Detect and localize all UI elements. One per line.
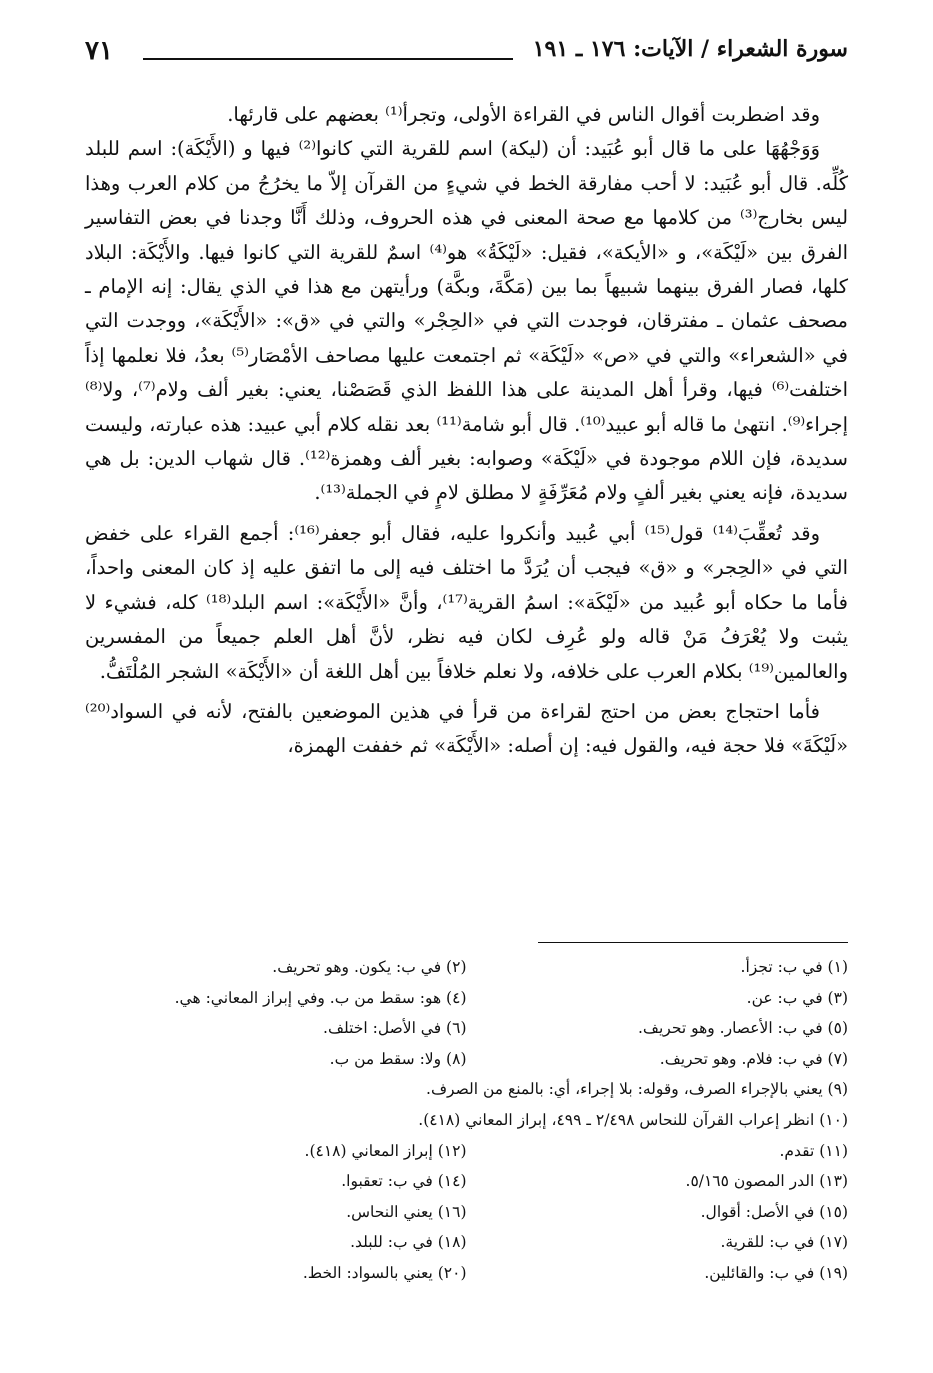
footnote: (٤) هو: سقط من ب. وفي إبراز المعاني: هي. xyxy=(174,988,467,1007)
paragraph: وقد اضطربت أقوال الناس في القراءة الأولى، وتجرأ⁽¹⁾ بعضهم على قارئها. xyxy=(227,103,820,126)
main-text xyxy=(85,98,848,764)
footnote: (١٩) في ب: والقائلين. xyxy=(704,1263,848,1282)
footnote: (٩) يعني بالإجراء الصرف، وقوله: بلا إجراء، أي: بالمنع من الصرف. xyxy=(426,1080,848,1099)
footnote: (١٢) إبراز المعاني (٤١٨). xyxy=(304,1141,467,1160)
footnote: (١٠) انظر إعراب القرآن للنحاس ٢/٤٩٨ ـ ٤٩٩، إبراز المعاني (٤١٨). xyxy=(418,1110,848,1129)
footnote-row xyxy=(85,983,848,1014)
paragraph: وقد تُعقِّبَ⁽¹⁴⁾ قول⁽¹⁵⁾ أبي عُبيد وأنكروا عليه، فقال أبو جعفر⁽¹⁶⁾: أجمع القراء على خفض التي في «الحِجر» و «ق» فيجب أن يُرَدَّ ما اختلف فيه إلى ما اتفق عليه إذ كان المعنى واحداً، فأما ما حكاه أبو عُبيد من «لَيْكَة»: اسمُ القرية⁽¹⁷⁾، وأنَّ «الأَيْكَة»: اسم البلد⁽¹⁸⁾ كله، فشيء لا يثبت ولا يُعْرَفُ مَنْ قاله ولو عُرِف لكان فيه نظر، لأنَّ أهل العلم جميعاً من المفسرين والعالمين⁽¹⁹⁾ بكلام العرب على خلافه، ولا نعلم خلافاً بين أهل اللغة أن «الأَيْكَة» الشجر المُلْتَفُّ. xyxy=(85,521,848,683)
paragraph: فأما احتجاج بعض من احتج لقراءة من قرأ في هذين الموضعين بالفتح، لأنه في السواد⁽²⁰⁾ «لَيْكَةَ» فلا حجة فيه، والقول فيه: إن أصله: «الأَيْكَة» ثم خففت الهمزة، xyxy=(85,699,848,758)
header-rule xyxy=(143,58,513,60)
footnote: (١١) تقدم. xyxy=(779,1141,848,1160)
running-title: سورة الشعراء / الآيات: ١٧٦ ـ ١٩١ xyxy=(532,36,848,62)
footnote: (٦) في الأصل: اختلف. xyxy=(323,1019,467,1038)
footnote: (١٧) في ب: للقرية. xyxy=(720,1233,848,1252)
paragraph: وَوَجْهُهَا على ما قال أبو عُبَيد: أن (ليكة) اسم للقرية التي كانوا⁽²⁾ فيها و (الأَيْكَة): اسم للبلد كُلِّه. قال أبو عُبَيد: لا أحب مفارقة الخط في شيءٍ من القرآن إلاّ ما يخرُجُ من كلام العرب وهذا ليس بخارج⁽³⁾ من كلامها مع صحة المعنى في هذه الحروف، وذلك أَنَّا وجدنا في بعض التفاسير الفرق بين «لَيْكَة»، و «الأيكة»، فقيل: «لَيْكَةُ» هو⁽⁴⁾ اسمٌ للقرية التي كانوا فيها. والأَيْكَة: البلاد كلها، فصار الفرق بينهما شبيهاً بما بين (مَكَّةَ، وبكَّة) ورأيتهن مع هذا في الذي يقال: إنه الإمام ـ مصحف عثمان ـ مفترقان، فوجدت التي في «الحِجْر» والتي في «ق»: «الأَيْكَة»، ووجدت التي في «الشعراء» والتي في «ص» «لَيْكَة» ثم اجتمعت عليها مصاحف الأمْصَار⁽⁵⁾ بعدُ، فلا نعلمها إذاً اختلفت⁽⁶⁾ فيها، وقرأ أهل المدينة على هذا اللفظ الذي قَصَصْنا، يعني: بغير ألف ولام⁽⁷⁾، ولا⁽⁸⁾ إجراء⁽⁹⁾. انتهىٰ ما قاله أبو عبيد⁽¹⁰⁾. قال أبو شامة⁽¹¹⁾ بعد نقله كلام أبي عبيد: هذه عبارته، وليست سديدة، فإن اللام موجودة في «لَيْكَة» وصوابه: بغير ألف وهمزة⁽¹²⁾. قال شهاب الدين: بل هي سديدة، فإنه يعني بغير ألفٍ ولام مُعَرِّفَةٍ لا مطلق لامٍ في الجملة⁽¹³⁾. xyxy=(85,137,849,505)
footnote-row xyxy=(85,1258,848,1289)
footnote: (١٨) في ب: للبلد. xyxy=(350,1233,467,1252)
footnote-row xyxy=(85,1074,848,1105)
footnote: (١٥) في الأصل: أقوال. xyxy=(700,1202,848,1221)
footnote: (٣) في ب: عن. xyxy=(746,988,848,1007)
footnote: (١٣) الدر المصون ٥/١٦٥. xyxy=(685,1172,848,1191)
running-header xyxy=(85,30,848,70)
footnote: (٢) في ب: يكون. وهو تحريف. xyxy=(272,958,467,976)
footnote: (٨) ولا: سقط من ب. xyxy=(329,1049,467,1068)
footnote-row xyxy=(85,1136,848,1167)
footnote: (١٦) يعني النحاس. xyxy=(346,1202,467,1221)
footnote-row xyxy=(85,1105,848,1136)
footnotes xyxy=(85,952,848,1289)
footnote-row xyxy=(85,1227,848,1258)
page-number: ٧١ xyxy=(85,36,113,66)
footnote-row xyxy=(85,1166,848,1197)
footnote-row xyxy=(85,952,848,983)
footnote-row xyxy=(85,1013,848,1044)
footnote: (١٤) في ب: تعقبوا. xyxy=(341,1172,467,1191)
footnote: (٥) في ب: الأعصار. وهو تحريف. xyxy=(637,1019,848,1038)
footnote-separator xyxy=(538,942,848,943)
footnote: (١) في ب: تجزأ. xyxy=(740,958,848,976)
footnote: (٢٠) يعني بالسواد: الخط. xyxy=(302,1263,467,1282)
footnote-row xyxy=(85,1197,848,1228)
footnote-row xyxy=(85,1044,848,1075)
footnote: (٧) في ب: فلام. وهو تحريف. xyxy=(659,1049,848,1068)
